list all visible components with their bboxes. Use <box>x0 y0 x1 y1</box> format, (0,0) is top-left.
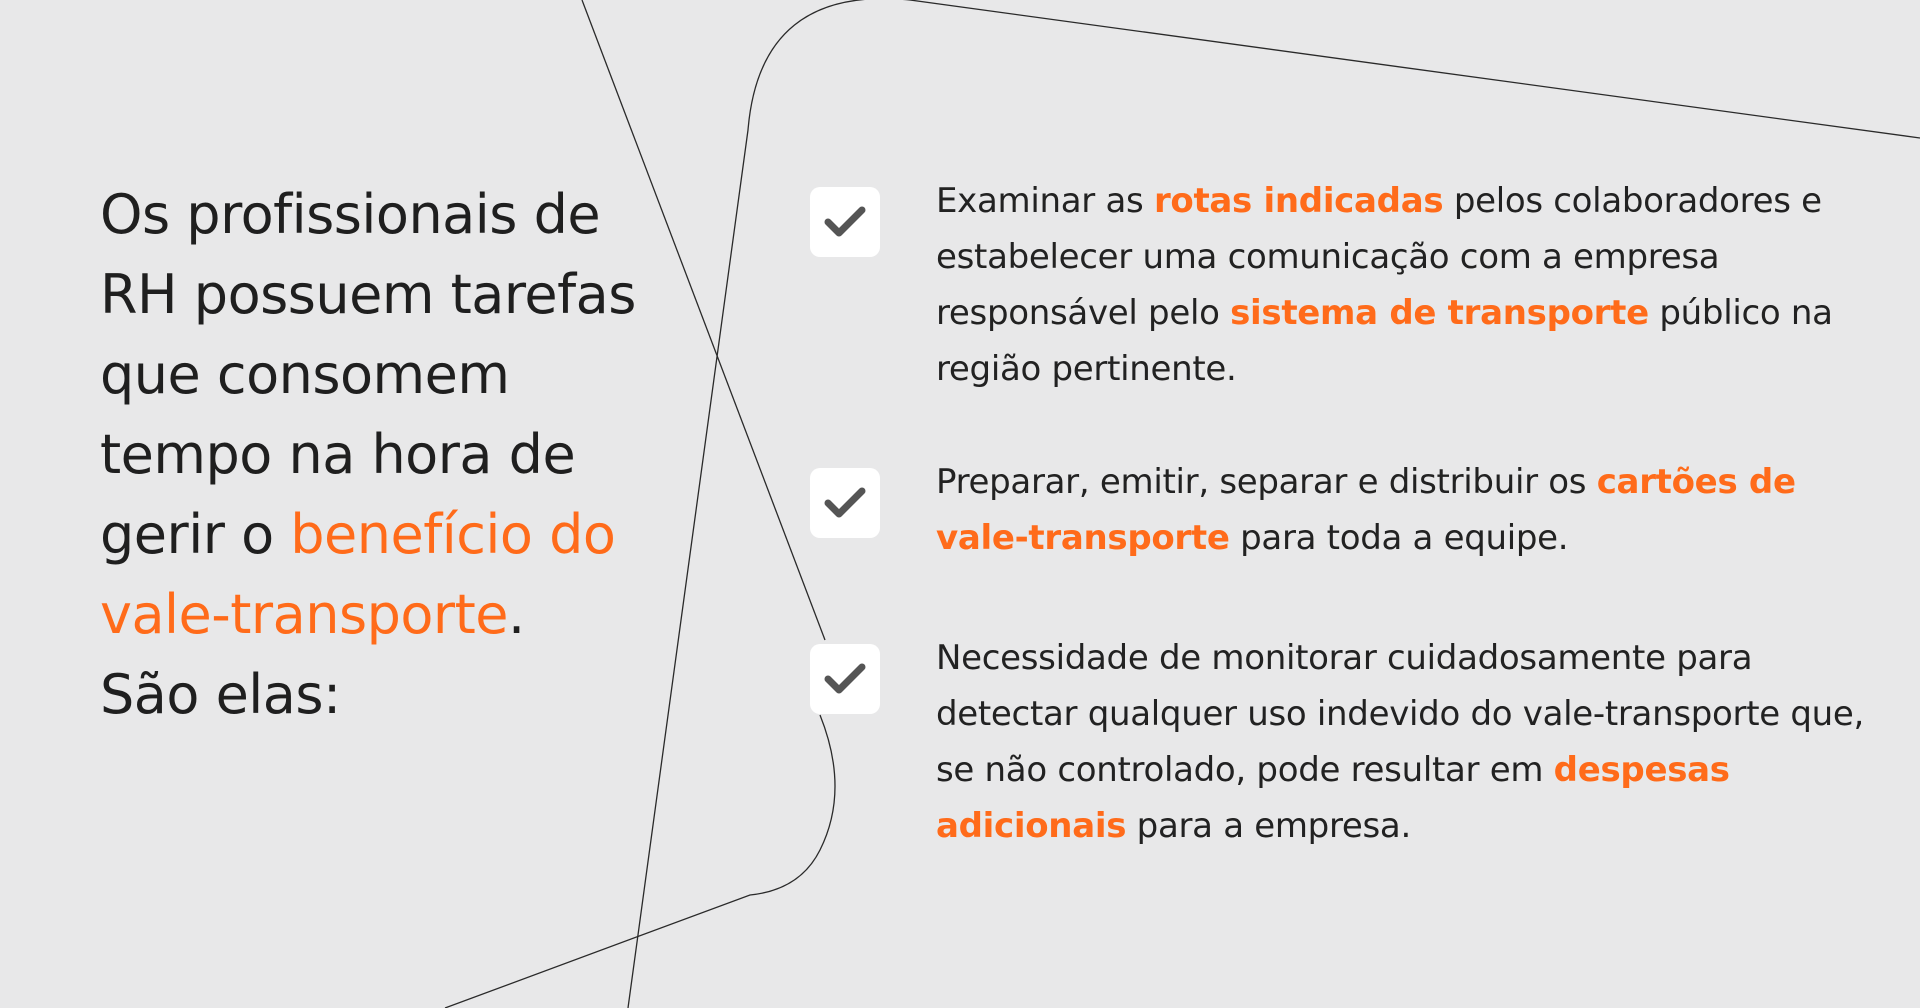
checkbox <box>810 468 880 538</box>
text-part: Necessidade de monitorar cuidadosamente para detectar qualquer uso indevido do vale-transporte que, se não controlado, pode resultar em <box>936 638 1865 790</box>
headline-highlight: benefício do vale-transporte <box>100 503 616 646</box>
text-part: para toda a equipe. <box>1229 518 1569 558</box>
task-item-text <box>936 630 1876 854</box>
task-item-text <box>936 173 1876 397</box>
decorative-curve <box>445 715 835 1008</box>
highlight-text: despesas adicionais <box>936 750 1730 846</box>
text-part: Preparar, emitir, separar e distribuir os <box>936 462 1597 502</box>
check-icon <box>824 205 866 239</box>
text-part: Examinar as <box>936 181 1154 221</box>
task-item-text <box>936 454 1876 566</box>
text-part: para a empresa. <box>1126 806 1411 846</box>
checkbox <box>810 187 880 257</box>
text-part: pelos colaboradores e estabelecer uma comunicação com a empresa responsável pelo <box>936 181 1822 333</box>
headline-subtext: São elas: <box>100 663 341 726</box>
headline-period: . <box>508 583 525 646</box>
headline-text: Os profissionais de RH possuem tarefas que consomem tempo na hora de gerir o <box>100 183 636 566</box>
check-icon <box>824 662 866 696</box>
text-part: público na região pertinente. <box>936 293 1833 389</box>
highlight-text: rotas indicadas <box>1153 181 1444 221</box>
headline <box>100 175 680 735</box>
checkbox <box>810 644 880 714</box>
check-icon <box>824 486 866 520</box>
highlight-text: cartões de vale-transporte <box>936 462 1796 558</box>
highlight-text: sistema de transporte <box>1230 293 1649 333</box>
